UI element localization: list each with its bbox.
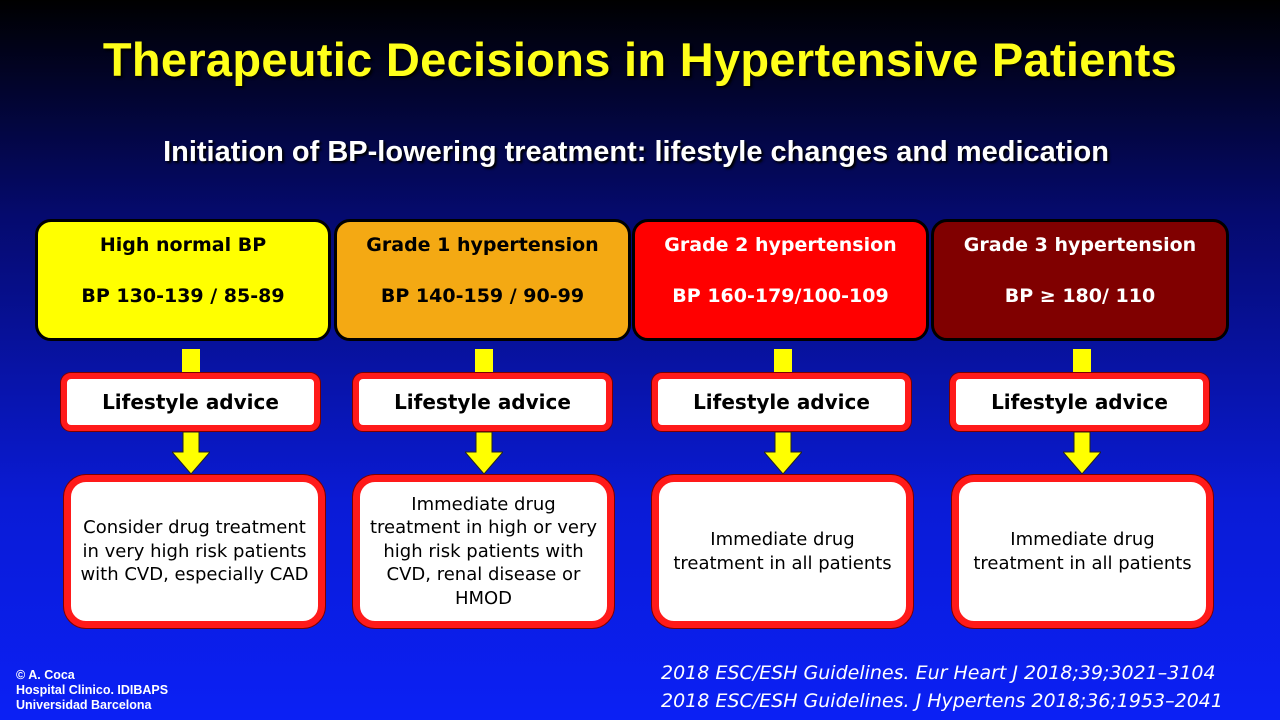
slide-title: Therapeutic Decisions in Hypertensive Patients xyxy=(102,33,1178,86)
grade-name: Grade 1 hypertension xyxy=(366,234,599,256)
lifestyle-advice-box: Lifestyle advice xyxy=(950,373,1209,431)
credit-line: Hospital Clinico. IDIBAPS xyxy=(16,683,169,697)
grade-bp-range: BP 140-159 / 90-99 xyxy=(380,285,585,307)
credit-line: Universidad Barcelona xyxy=(16,698,152,712)
grade-box-high-normal xyxy=(35,219,331,341)
grade-name: Grade 3 hypertension xyxy=(963,234,1197,256)
reference-line: 2018 ESC/ESH Guidelines. Eur Heart J 2018;39;3021–3104 xyxy=(661,662,1216,684)
author-credits xyxy=(16,668,168,713)
grade-bp-range: BP 160-179/100-109 xyxy=(672,285,889,307)
connector-stem xyxy=(1073,349,1091,373)
grade-name: Grade 2 hypertension xyxy=(664,234,897,256)
grade-bp-range: BP ≥ 180/ 110 xyxy=(1004,285,1156,307)
connector-stem xyxy=(475,349,493,373)
lifestyle-advice-box: Lifestyle advice xyxy=(353,373,612,431)
credit-line: © A. Coca xyxy=(16,668,75,682)
lifestyle-advice-box: Lifestyle advice xyxy=(61,373,320,431)
connector-stem xyxy=(774,349,792,373)
grade-box-grade-1 xyxy=(334,219,631,341)
decision-box: Immediate drug treatment in all patients xyxy=(652,475,913,628)
connector-stem xyxy=(182,349,200,373)
down-arrow-icon xyxy=(764,432,802,474)
decision-box: Immediate drug treatment in all patients xyxy=(952,475,1213,628)
guideline-references xyxy=(661,659,1223,715)
slide-subtitle: Initiation of BP-lowering treatment: lifestyle changes and medication xyxy=(163,136,1109,168)
down-arrow-icon xyxy=(465,432,503,474)
down-arrow-icon xyxy=(172,432,210,474)
decision-box: Immediate drug treatment in high or very high risk patients with CVD, renal disease or HMOD xyxy=(353,475,614,628)
grade-name: High normal BP xyxy=(99,234,267,256)
down-arrow-icon xyxy=(1063,432,1101,474)
lifestyle-advice-box: Lifestyle advice xyxy=(652,373,911,431)
decision-box: Consider drug treatment in very high risk patients with CVD, especially CAD xyxy=(64,475,325,628)
reference-line: 2018 ESC/ESH Guidelines. J Hypertens 2018;36;1953–2041 xyxy=(661,690,1223,712)
grade-box-grade-3 xyxy=(931,219,1229,341)
grade-box-grade-2 xyxy=(632,219,929,341)
grade-bp-range: BP 130-139 / 85-89 xyxy=(81,285,285,307)
